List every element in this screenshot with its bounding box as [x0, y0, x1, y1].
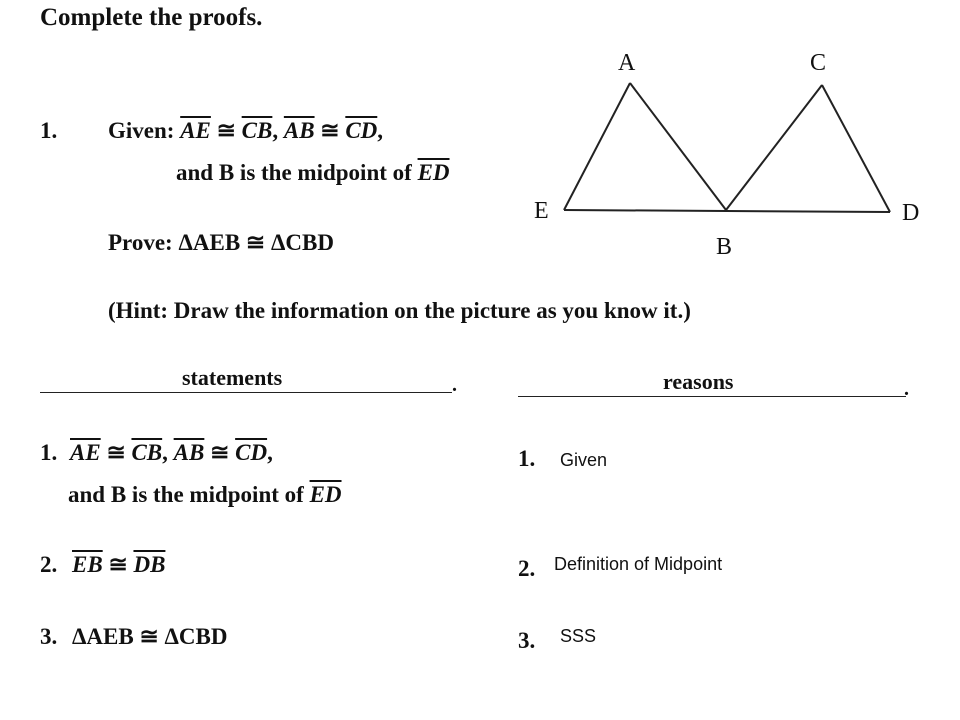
- triangle-figure: [520, 40, 940, 270]
- statement-1-line-1: [70, 440, 273, 466]
- given-label: Given:: [108, 118, 175, 143]
- hint-text: (Hint: Draw the information on the picture as you know it.): [108, 298, 691, 323]
- segment-ea-line: [564, 83, 630, 210]
- segment-ed: $\overline{ED}$: [417, 160, 450, 185]
- prove-text: ΔAEB ≅ ΔCBD: [178, 230, 334, 255]
- congruent-symbol: ≅: [210, 440, 230, 465]
- segment-cd-line: [822, 85, 890, 212]
- congruent-symbol: ≅: [108, 552, 128, 577]
- segment-eb: $\overline{EB}$: [72, 552, 103, 577]
- vertex-label-c: C: [810, 50, 827, 76]
- segment-ab: $\overline{AB}$: [283, 118, 315, 143]
- midpoint-text: and B is the midpoint of: [176, 160, 412, 185]
- comma: ,: [377, 118, 384, 143]
- given-line-1: [108, 118, 383, 144]
- segment-ae: $\overline{AE}$: [180, 118, 211, 143]
- vertex-label-d: D: [902, 200, 920, 226]
- congruent-symbol: ≅: [106, 440, 126, 465]
- segment-cd: $\overline{CD}$: [345, 118, 378, 143]
- header-period: .: [452, 374, 457, 396]
- prove-label: Prove:: [108, 230, 173, 255]
- segment-ae: $\overline{AE}$: [70, 440, 101, 465]
- statement-3: ΔAEB ≅ ΔCBD: [72, 624, 228, 649]
- given-line-2: [176, 160, 450, 186]
- segment-cb: $\overline{CB}$: [241, 118, 273, 143]
- header-period: .: [904, 378, 909, 400]
- comma: ,: [267, 440, 273, 465]
- reason-number-2: 2.: [518, 556, 536, 581]
- statements-header: statements: [182, 365, 283, 390]
- congruent-symbol: ≅: [320, 118, 340, 143]
- statement-number-3: 3.: [40, 624, 58, 649]
- segment-db: $\overline{DB}$: [133, 552, 166, 577]
- reason-2-text: Definition of Midpoint: [554, 554, 723, 574]
- segment-ab-line: [630, 83, 726, 210]
- reason-number-3: 3.: [518, 628, 536, 653]
- segment-ab: $\overline{AB}$: [173, 440, 205, 465]
- reasons-header: reasons: [663, 369, 734, 394]
- reason-1-text: Given: [560, 450, 608, 470]
- segment-cd: $\overline{CD}$: [235, 440, 268, 465]
- statements-rule: [40, 392, 452, 393]
- statement-number-1: 1.: [40, 440, 58, 465]
- statement-number-2: 2.: [40, 552, 58, 577]
- segment-ed: $\overline{ED}$: [309, 482, 342, 507]
- prove-line: [108, 230, 334, 256]
- statement-2: [72, 552, 165, 578]
- comma: ,: [162, 440, 168, 465]
- problem-number: 1.: [40, 118, 58, 143]
- reasons-rule: [518, 396, 906, 397]
- vertex-label-b: B: [716, 234, 733, 260]
- congruent-symbol: ≅: [216, 118, 236, 143]
- vertex-label-a: A: [618, 50, 636, 76]
- page-title: Complete the proofs.: [40, 4, 263, 31]
- statement-1-line-2: [68, 482, 342, 508]
- vertex-label-e: E: [534, 198, 549, 224]
- comma: ,: [272, 118, 279, 143]
- reason-number-1: 1.: [518, 446, 536, 471]
- segment-bc-line: [726, 85, 822, 210]
- reason-3-text: SSS: [560, 626, 597, 646]
- midpoint-text: and B is the midpoint of: [68, 482, 304, 507]
- segment-cb: $\overline{CB}$: [131, 440, 163, 465]
